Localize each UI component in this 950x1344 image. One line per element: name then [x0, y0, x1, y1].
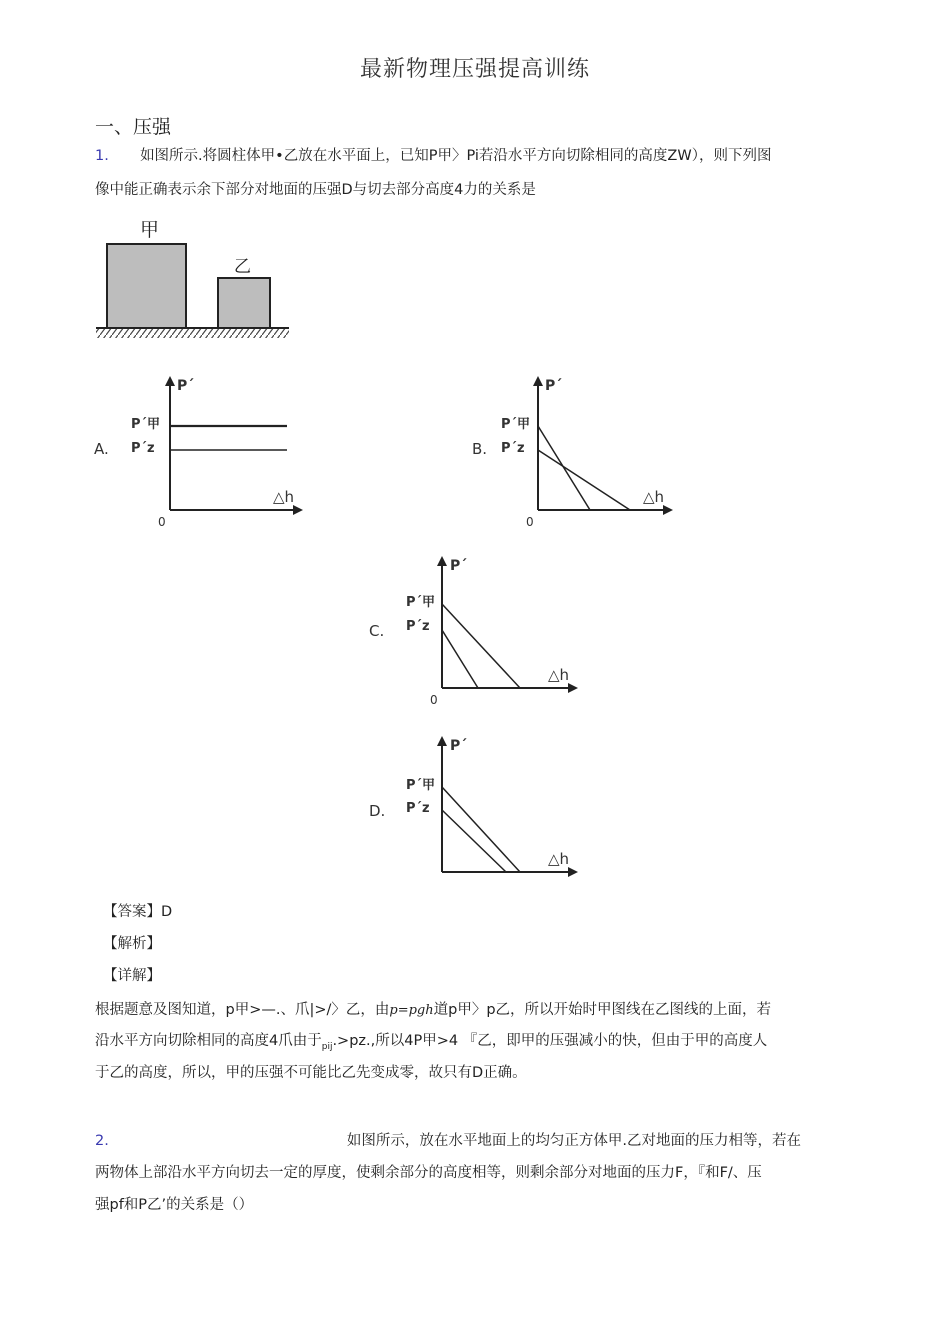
option-b-x-axis-label: △h [643, 488, 665, 506]
option-b-origin: 0 [526, 515, 534, 529]
option-d-label-yi: P´z [406, 801, 430, 816]
detail-line2 [95, 1031, 767, 1057]
q1-text-line2: 像中能正确表示余下部分对地面的压强D与切去部分高度4力的关系是 [95, 182, 536, 198]
option-a-letter: A. [94, 440, 109, 458]
cylinder-yi [218, 278, 270, 328]
q2-number: 2. [95, 1133, 109, 1149]
option-d-y-axis-label: P´ [450, 738, 468, 754]
option-d-graph [400, 732, 585, 882]
option-d-letter: D. [369, 802, 386, 820]
option-a-y-axis-label: P´ [177, 378, 195, 394]
option-c-letter: C. [369, 622, 385, 640]
q2-line1 [95, 1131, 801, 1151]
option-d-x-axis-label: △h [548, 850, 570, 868]
option-c-graph [400, 552, 585, 712]
option-a-origin: 0 [158, 515, 166, 529]
option-d-label-jia: P´甲 [406, 778, 436, 793]
option-b-label-jia: P´甲 [501, 417, 531, 432]
detail-subscript: pij [321, 1042, 333, 1052]
option-a-label-jia: P´甲 [131, 417, 161, 432]
option-c-label-jia: P´甲 [406, 595, 436, 610]
option-d-line-yi [442, 810, 506, 872]
ground-hatch [96, 329, 289, 338]
detail-line2-a: 沿水平方向切除相同的高度4爪由于 [95, 1033, 322, 1049]
detail-line1 [95, 1000, 771, 1021]
page-title: 最新物理压强提高训练 [359, 57, 590, 82]
section-heading: 一、压强 [95, 116, 172, 138]
answer-line [103, 902, 172, 922]
detail-line3: 于乙的高度，所以，甲的压强不可能比乙先变成零，故只有D正确。 [95, 1065, 527, 1081]
detail-label: 【详解】 [103, 968, 161, 984]
answer-value: D [161, 904, 173, 920]
option-c-x-axis-label: △h [548, 666, 570, 684]
detail-formula: p=pgh [389, 1003, 434, 1018]
q2-text-line2: 两物体上部沿水平方向切去一定的厚度，使剩余部分的高度相等，则剩余部分对地面的压力F，『和F/、压 [95, 1165, 762, 1181]
option-a-label-yi: P´z [131, 441, 155, 456]
option-c-y-axis-label: P´ [450, 558, 468, 574]
label-yi: 乙 [234, 257, 251, 277]
detail-line1-b: 道p甲〉p乙，所以开始时甲图线在乙图线的上面，若 [433, 1002, 772, 1018]
q1-text-line1: 如图所示.将圆柱体甲•乙放在水平面上，已知P甲〉Pi若沿水平方向切除相同的高度ZW），则下列图 [140, 148, 772, 164]
q2-text-line1: 如图所示，放在水平地面上的均匀正方体甲.乙对地面的压力相等，若在 [346, 1133, 801, 1149]
option-a-graph [125, 372, 310, 532]
answer-label: 【答案】 [103, 904, 161, 920]
q1-number: 1. [95, 148, 109, 164]
q1-cylinders-figure [94, 215, 294, 340]
option-b-graph [495, 372, 680, 532]
option-d-line-jia [442, 787, 520, 872]
option-c-line-yi [442, 630, 478, 688]
label-jia: 甲 [140, 219, 160, 241]
option-b-y-axis-label: P´ [545, 378, 563, 394]
detail-line1-a: 根据题意及图知道，p甲>—.、爪|>/〉乙，由 [95, 1002, 390, 1018]
option-b-label-yi: P´z [501, 441, 525, 456]
q2-text-line3: 强pf和P乙’的关系是（） [95, 1197, 254, 1213]
option-c-line-jia [442, 604, 520, 688]
option-c-label-yi: P´z [406, 619, 430, 634]
option-a-x-axis-label: △h [273, 488, 295, 506]
option-c-origin: 0 [430, 693, 438, 707]
cylinder-jia [107, 244, 186, 328]
option-b-line-jia [538, 426, 590, 510]
detail-line2-b: .>pz.,所以4P甲>4 『乙，即甲的压强减小的快，但由于甲的高度人 [332, 1033, 768, 1049]
analysis-label: 【解析】 [103, 936, 161, 952]
option-b-letter: B. [472, 440, 488, 458]
q1-line1 [95, 146, 771, 166]
